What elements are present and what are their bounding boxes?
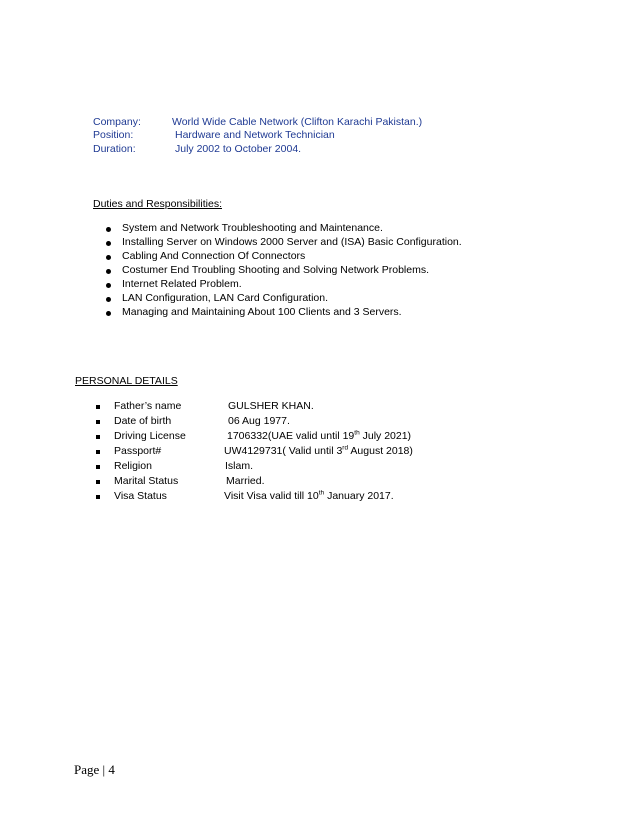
company-label: Company: — [93, 116, 141, 128]
bullet-dot-icon — [106, 283, 111, 288]
bullet-dot-icon — [106, 311, 111, 316]
duty-item: Internet Related Problem. — [122, 278, 242, 290]
bullet-square-icon — [96, 495, 100, 499]
duty-item: Costumer End Troubling Shooting and Solving Network Problems. — [122, 264, 429, 276]
visa-value: Visit Visa valid till 10th January 2017. — [224, 489, 394, 502]
dob-value: 06 Aug 1977. — [228, 415, 290, 427]
bullet-square-icon — [96, 405, 100, 409]
bullet-dot-icon — [106, 269, 111, 274]
bullet-dot-icon — [106, 241, 111, 246]
bullet-dot-icon — [106, 255, 111, 260]
license-value: 1706332(UAE valid until 19th July 2021) — [227, 429, 412, 442]
duty-item: Managing and Maintaining About 100 Clients and 3 Servers. — [122, 306, 402, 318]
duration-label: Duration: — [93, 143, 136, 155]
company-value: World Wide Cable Network (Clifton Karachi Pakistan.) — [172, 116, 423, 128]
marital-label: Marital Status — [114, 475, 179, 487]
marital-value: Married. — [226, 475, 265, 487]
fathers-name-value: GULSHER KHAN. — [228, 400, 314, 412]
bullet-square-icon — [96, 480, 100, 484]
visa-label: Visa Status — [114, 490, 167, 502]
bullet-dot-icon — [106, 227, 111, 232]
duration-value: July 2002 to October 2004. — [175, 143, 302, 155]
religion-value: Islam. — [225, 460, 254, 472]
dob-label: Date of birth — [114, 415, 172, 427]
passport-label: Passport# — [114, 445, 162, 457]
bullet-square-icon — [96, 420, 100, 424]
bullet-square-icon — [96, 435, 100, 439]
position-value: Hardware and Network Technician — [175, 129, 335, 141]
personal-heading: PERSONAL DETAILS — [75, 375, 178, 387]
religion-label: Religion — [114, 460, 152, 472]
license-label: Driving License — [114, 430, 186, 442]
duty-item: LAN Configuration, LAN Card Configuration. — [122, 292, 329, 304]
duties-heading: Duties and Responsibilities: — [93, 198, 222, 210]
bullet-square-icon — [96, 450, 100, 454]
duty-item: Installing Server on Windows 2000 Server and (ISA) Basic Configuration. — [122, 236, 462, 248]
duty-item: Cabling And Connection Of Connectors — [122, 250, 306, 262]
passport-value: UW4129731( Valid until 3rd August 2018) — [224, 444, 413, 457]
duty-item: System and Network Troubleshooting and Maintenance. — [122, 222, 383, 234]
page-number: Page | 4 — [74, 762, 115, 777]
position-label: Position: — [93, 129, 134, 141]
bullet-square-icon — [96, 465, 100, 469]
fathers-name-label: Father’s name — [114, 400, 182, 412]
bullet-dot-icon — [106, 297, 111, 302]
